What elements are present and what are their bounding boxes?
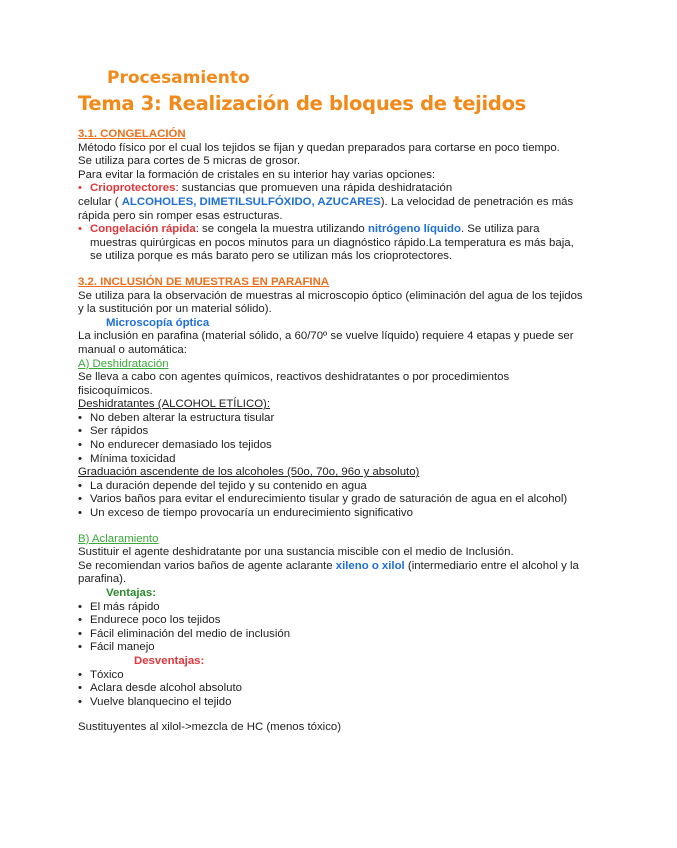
list-item-text: Ser rápidos <box>90 425 149 438</box>
bullet-icon: • <box>78 452 82 465</box>
page-title: Tema 3: Realización de bloques de tejidos <box>78 92 526 115</box>
bullet-icon: • <box>78 682 82 695</box>
subheading-graduacion: Graduación ascendente de los alcoholes (50o, 70o, 96o y absoluto) <box>78 466 420 479</box>
paragraph: fisicoquímicos. <box>78 384 153 397</box>
paragraph: Se utiliza para cortes de 5 micras de grosor. <box>78 155 301 168</box>
list-item <box>78 453 608 467</box>
bullet-icon: • <box>78 425 82 438</box>
list-item <box>78 628 608 642</box>
list-item-text: El más rápido <box>90 600 160 613</box>
subheading-row <box>78 655 608 669</box>
paragraph: manual o automática: <box>78 343 187 356</box>
list-item-text: Mínima toxicidad <box>90 452 176 465</box>
paragraph: Sustituyentes al xilol->mezcla de HC (menos tóxico) <box>78 721 342 734</box>
paragraph: La inclusión en parafina (material sólido, a 60/70º se vuelve líquido) requiere 4 etapas y puede ser <box>78 330 574 343</box>
bullet-icon: • <box>78 493 82 506</box>
list-item <box>78 412 608 426</box>
list-item <box>78 614 608 628</box>
paragraph: parafina). <box>78 573 127 586</box>
highlight-blue: nitrógeno líquido <box>367 223 461 236</box>
bullet-icon: • <box>78 439 82 452</box>
section-heading-deshidratacion: A) Deshidratación <box>78 357 169 370</box>
list-item-text: Tóxico <box>90 668 124 681</box>
text: (intermediario entre el alcohol y la <box>404 559 579 572</box>
bullet-icon: • <box>78 641 82 654</box>
list-item <box>78 425 608 439</box>
list-item-text: Aclara desde alcohol absoluto <box>90 682 242 695</box>
list-item-text: La duración depende del tejido y su contenido en agua <box>90 479 367 492</box>
list-item <box>78 439 608 453</box>
bullet-icon: • <box>78 479 82 492</box>
bullet-icon: • <box>78 627 82 640</box>
highlight-blue: xileno o xilol <box>335 559 405 572</box>
bullet-icon: • <box>78 695 82 708</box>
subheading-microscopia: Microscopía óptica <box>106 316 210 329</box>
highlight-blue: ALCOHOLES, DIMETILSULFÓXIDO, AZUCARES <box>121 195 381 208</box>
list-item-text: Vuelve blanquecino el tejido <box>90 695 232 708</box>
text: celular ( <box>78 195 122 208</box>
paragraph: Sustituir el agente deshidratante por una sustancia miscible con el medio de Inclusión. <box>78 546 514 559</box>
bullet-icon: • <box>78 668 82 681</box>
list-item <box>78 669 608 683</box>
list-item-text: Varios baños para evitar el endurecimiento tisular y grado de saturación de agua en el alcohol) <box>90 493 568 506</box>
list-item-text: No endurecer demasiado los tejidos <box>90 439 272 452</box>
bullet-icon: • <box>78 600 82 613</box>
bullet-icon: • <box>78 223 82 236</box>
bullet-icon: • <box>78 411 82 424</box>
text: : sustancias que promueven una rápida deshidratación <box>175 182 453 195</box>
list-item-text: Endurece poco los tejidos <box>90 614 221 627</box>
bullet-icon: • <box>78 614 82 627</box>
list-item <box>78 682 608 696</box>
paragraph: Se lleva a cabo con agentes químicos, reactivos deshidratantes o por procedimientos <box>78 371 510 384</box>
subheading-desventajas: Desventajas: <box>134 654 205 667</box>
paragraph <box>78 560 608 574</box>
paragraph: muestras quirúrgicas en pocos minutos para un diagnóstico rápido.La temperatura es más baja, <box>90 236 574 249</box>
subheading-ventajas: Ventajas: <box>106 587 157 599</box>
bullet-icon: • <box>78 507 82 520</box>
text: Se recomiendan varios baños de agente aclarante <box>78 559 336 572</box>
term-crioprotectores: Crioprotectores <box>90 182 176 195</box>
list-item <box>78 480 608 494</box>
subheading-row <box>78 317 608 331</box>
subheading-row <box>78 587 608 601</box>
list-item <box>78 696 608 710</box>
section-heading-aclaramiento: B) Aclaramiento <box>78 532 159 545</box>
list-item <box>78 182 608 196</box>
text: : se congela la muestra utilizando <box>195 223 368 236</box>
list-item-text: Fácil manejo <box>90 641 155 654</box>
document-body <box>78 128 608 735</box>
list-item <box>78 223 608 237</box>
section-heading-inclusion: 3.2. INCLUSIÓN DE MUESTRAS EN PARAFINA <box>78 275 330 288</box>
paragraph: Se utiliza para la observación de muestras al microscopio óptico (eliminación del agua de los tejidos <box>78 289 583 302</box>
bullet-icon: • <box>78 182 82 195</box>
section-heading-congelacion: 3.1. CONGELACIÓN <box>78 128 186 140</box>
list-item-text: Fácil eliminación del medio de inclusión <box>90 627 291 640</box>
list-item <box>78 507 608 521</box>
list-item-text: Un exceso de tiempo provocaría un endurecimiento significativo <box>90 507 413 520</box>
text: . Se utiliza para <box>460 223 540 236</box>
list-item <box>78 493 608 507</box>
list-item <box>78 601 608 615</box>
paragraph: se utiliza porque es más barato pero se utilizan más los crioprotectores. <box>90 250 453 263</box>
paragraph <box>78 196 608 210</box>
paragraph: Método físico por el cual los tejidos se fijan y quedan preparados para cortarse en poco tiempo. <box>78 141 560 154</box>
list-item-text: No deben alterar la estructura tisular <box>90 411 275 424</box>
subheading-deshidratantes: Deshidratantes (ALCOHOL ETÍLICO): <box>78 398 271 411</box>
paragraph: Para evitar la formación de cristales en su interior hay varias opciones: <box>78 168 436 181</box>
subject-title: Procesamiento <box>107 68 250 88</box>
term-congelacion-rapida: Congelación rápida <box>90 223 196 236</box>
paragraph: y la sustitución por un material sólido). <box>78 303 272 316</box>
list-item <box>78 641 608 655</box>
text: ). La velocidad de penetración es más <box>380 195 574 208</box>
paragraph: rápida pero sin romper esas estructuras. <box>78 209 283 222</box>
